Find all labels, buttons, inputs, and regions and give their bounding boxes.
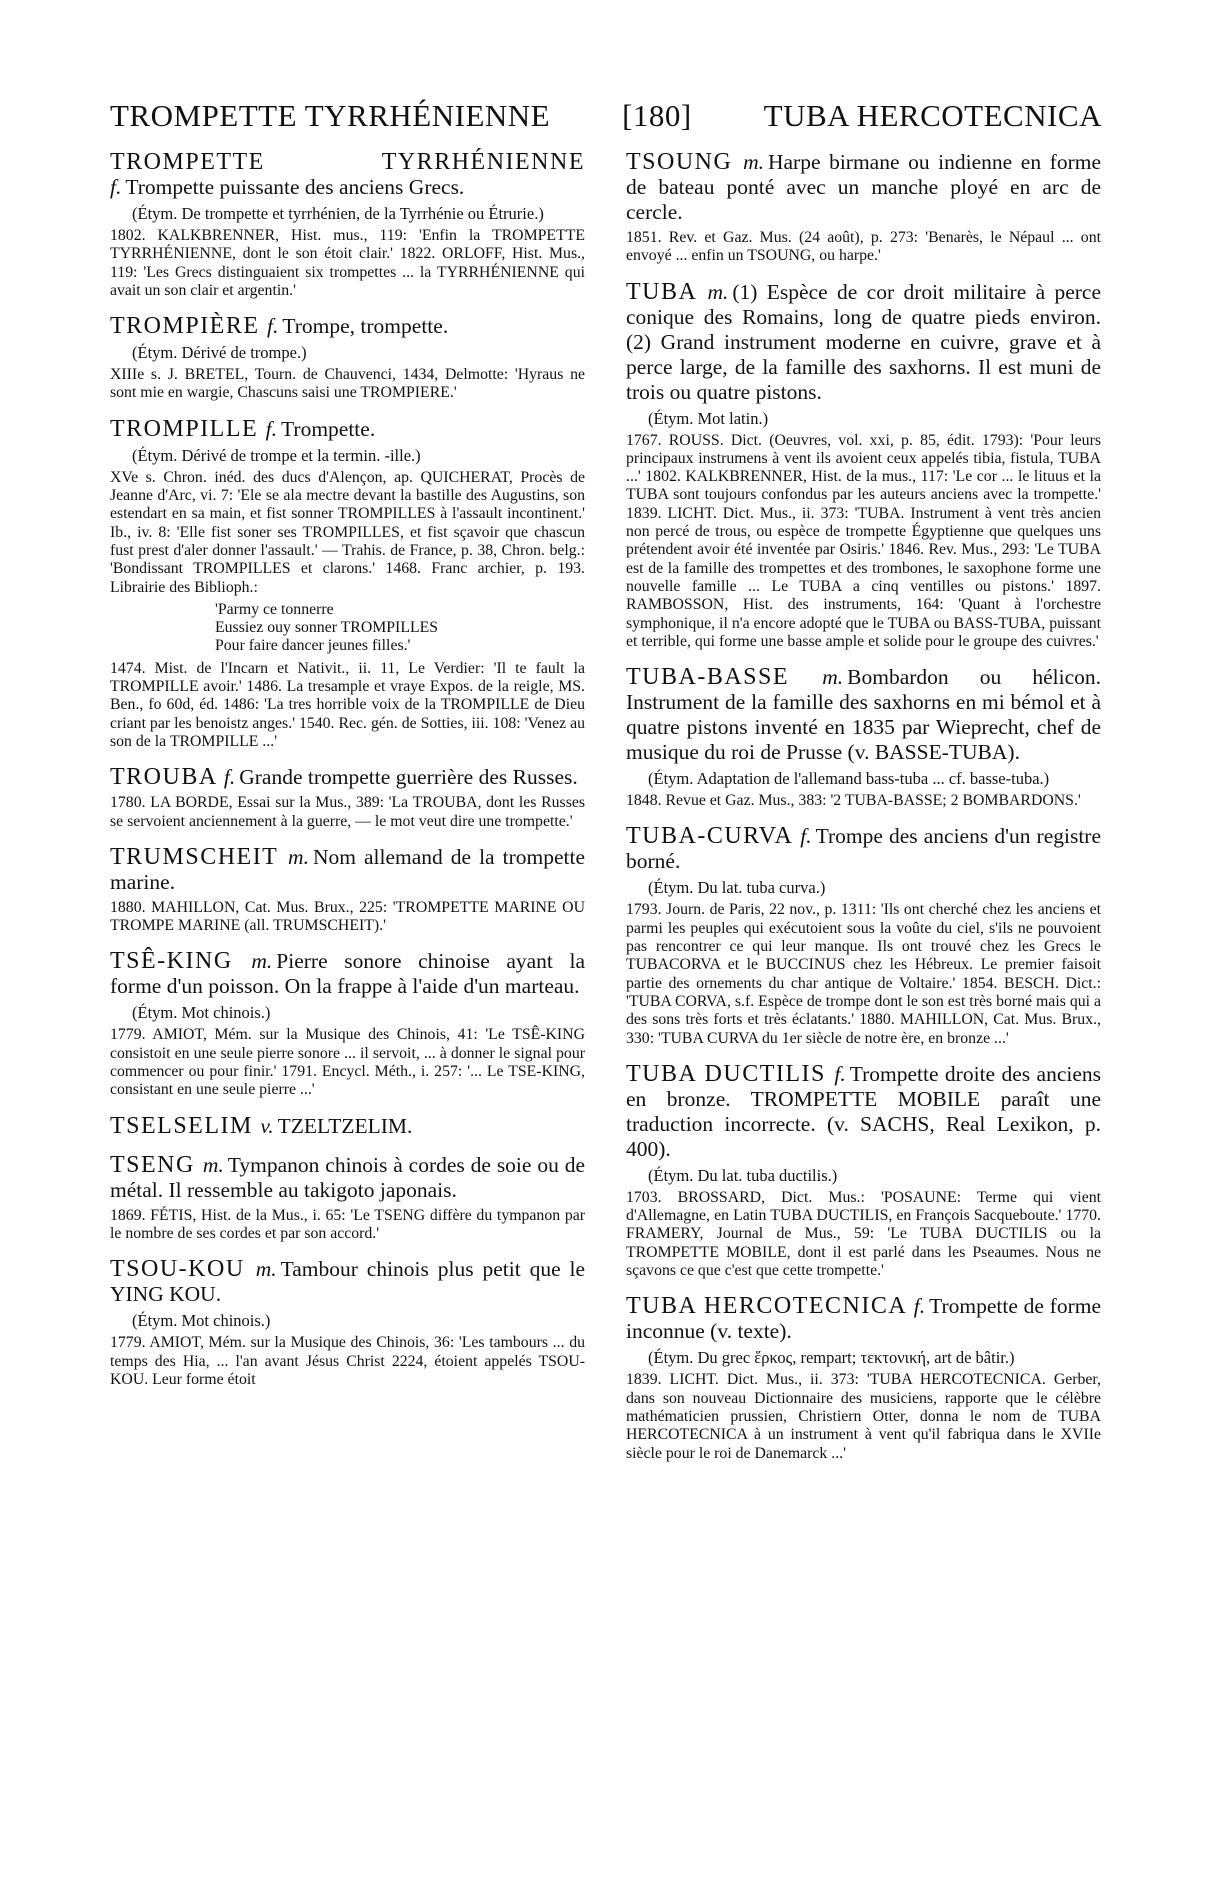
entry-tsoung [626,150,1101,266]
citation: 1802. KALKBRENNER, Hist. mus., 119: 'Enfin la TROMPETTE TYRRHÉNIENNE, dont le son étoit clair.' 1822. ORLOFF, Hist. Mus., 119: 'Les Grecs distinguaient six trompettes ... la TYRRHÉNIENNE qui avait un son clair et argentin.' [110,227,585,299]
definition: Harpe birmane ou indienne en forme de bateau ponté avec un manche ployé en arc de cercle. [626,150,1102,224]
entry-tuba [626,280,1101,652]
gender: f. [913,1294,926,1319]
gender: m. [822,665,844,690]
headword: TROUBA [110,764,217,791]
headword: TSOU-KOU [110,1256,245,1283]
gender: f. [834,1061,846,1086]
verse-line: Eussiez ouy sonner TROMPILLES [215,619,439,637]
citation: 1851. Rev. et Gaz. Mus. (24 août), p. 273: 'Benarès, le Népaul ... ont envoyé ... enfin un TSOUNG, ou harpe.' [626,229,1101,265]
headword: TUBA [626,278,697,305]
etymology: (Étym. Du lat. tuba curva.) [648,878,826,898]
headword: TSELSELIM [110,1112,253,1139]
etymology: (Étym. Mot chinois.) [132,1003,271,1023]
gender: m. [251,949,273,974]
gender: m. [255,1257,277,1282]
headword: TUBA HERCOTECNICA [626,1293,906,1320]
citation: 1474. Mist. de l'Incarn et Nativit., ii. 11, Le Verdier: 'Il te fault la TROMPILLE avoir.' 1486. La tresample et vraye Expos. de la reigle, MS. Ben., fo 60d, éd. 1486: 'La tres horrible voix de la TROMPILLE de Dieu criant par les benoistz anges.' 1540. Rec. gén. de Sotties, iii. 108: 'Venez au son de la TROMPILLE ...' [110,659,585,750]
etymology: (Étym. Du grec ἕρκος, rempart; τεκτονική, art de bâtir.) [648,1348,1015,1368]
entry-trumscheit [110,845,585,936]
gender: m. [707,279,729,304]
headword: TSÊ-KING [110,948,233,975]
gender: m. [743,150,764,174]
entry-trompiere [110,314,585,403]
headword: TRUMSCHEIT [110,843,278,870]
entry-tuba-curva [626,824,1101,1047]
gender: m. [288,844,309,869]
definition: Trompette. [281,416,376,441]
definition: Trompe des anciens d'un registre borné. [626,824,1102,874]
entry-tsou-kou [110,1257,585,1389]
gender: f. [223,765,236,790]
header-left: TROMPETTE TYRRHÉNIENNE [110,98,551,133]
citation: 1779. AMIOT, Mém. sur la Musique des Chinois, 36: 'Les tambours ... du temps des Hia, ... l'an avant Jésus Christ 2224, étoient appelés TSOU-KOU. Leur forme étoit [110,1334,585,1388]
gender: v. [260,1113,274,1138]
right-column [626,150,1101,1477]
citation: 1779. AMIOT, Mém. sur la Musique des Chinois, 41: 'Le TSÊ-KING consistoit en une seule pierre sonore ... il servoit, ... à donner le signal pour commencer ou pour finir.' 1791. Encycl. Méth., i. 257: '... Le TSE-KING, consistant en une seule pierre ...' [110,1026,585,1099]
etymology: (Étym. De trompette et tyrrhénien, de la Tyrrhénie ou Étrurie.) [132,204,544,223]
headword: TROMPILLE [110,415,259,442]
etymology: (Étym. Adaptation de l'allemand bass-tuba ... cf. basse-tuba.) [648,769,1050,789]
definition: Trompette droite des anciens en bronze. TROMPETTE MOBILE paraît une traduction incorrecte. (v. SACHS, Real Lexikon, p. 400). [626,1061,1102,1161]
definition: Trompe, trompette. [282,314,449,339]
definition: Tambour chinois plus petit que le YING KOU. [110,1257,586,1307]
etymology: (Étym. Mot latin.) [648,408,769,428]
gender: m. [202,1152,224,1177]
gender: f. [800,824,812,849]
citation: 1780. LA BORDE, Essai sur la Mus., 389: 'La TROUBA, dont les Russes se servoient anciennement à la guerre, — le mot veut dire une trompette.' [110,794,585,830]
running-header [110,98,1102,134]
entry-tse-king [110,949,585,1099]
entry-tseng [110,1153,585,1244]
citation: 1839. LICHT. Dict. Mus., ii. 373: 'TUBA HERCOTECNICA. Gerber, dans son nouveau Dictionnaire des musiciens, rapporte que le célèbre mathématicien prussien, Christiern Otter, donna le nom de TUBA HERCOTECNICA à un instrument à vent qu'il fabriqua dans le XVIIe siècle pour le roi de Danemarck ...' [626,1371,1101,1462]
definition: (1) Espèce de cor droit militaire à perce conique des Romains, long de quatre pieds environ. (2) Grand instrument moderne en cuivre, grave et à perce large, de la famille des saxhorns. Il est muni de trois ou quatre pistons. [626,279,1101,404]
verse-line: Pour faire dancer jeunes filles.' [215,637,411,655]
definition: Trompette de forme inconnue (v. texte). [626,1294,1102,1344]
citation: XVe s. Chron. inéd. des ducs d'Alençon, ap. QUICHERAT, Procès de Jeanne d'Arc, vi. 7: 'Ele se ala mectre devant la bastille des Augustins, son estendart en sa main, et fist sonner TROMPILLES à l'assault incontinent.' Ib., iv. 8: 'Elle fist soner ses TROMPILLES, et fist sçavoir que chascun fust prest d'aler donner l'assault.' — Trahis. de France, p. 38, Chron. belg.: 'Bondissant TROMPILLES et clarons.' 1468. Franc archier, p. 193. Librairie des Biblioph.: [110,468,585,596]
citation: 1848. Revue et Gaz. Mus., 383: '2 TUBA-BASSE; 2 BOMBARDONS.' [626,792,1081,810]
entry-trompille [110,417,585,751]
headword: TUBA-BASSE [626,664,790,691]
etymology: (Étym. Du lat. tuba ductilis.) [648,1165,838,1185]
definition: TZELTZELIM. [277,1113,413,1138]
headword: TUBA DUCTILIS [626,1060,826,1087]
definition: Bombardon ou hélicon. Instrument de la famille des saxhorns en mi bémol et à quatre pistons inventé en 1835 par Wieprecht, chef de musique du roi de Prusse (v. BASSE-TUBA). [626,665,1101,765]
citation: 1880. MAHILLON, Cat. Mus. Brux., 225: 'TROMPETTE MARINE OU TROMPE MARINE (all. TRUMSCHEIT).' [110,898,585,935]
citation: 1767. ROUSS. Dict. (Oeuvres, vol. xxi, p. 85, édit. 1793): 'Pour leurs principaux instrumens à vent ils avoient ceux appelés tibia, fistula, TUBA ...' 1802. KALKBRENNER, Hist. de la mus., 117: 'Le cor ... le lituus et la TUBA sont toujours confondus par les auteurs anciens avec la trompette.' 1839. LICHT. Dict. Mus., ii. 373: 'TUBA. Instrument à vent très ancien non percé de trous, ou espèce de trompette Égyptienne que quelques uns prétendent avoir été inventée par Osiris.' 1846. Rev. Mus., 293: 'Le TUBA est de la famille des trompettes et des trombones, le saxophone forme une nouvelle famille ... Le TUBA a cinq ventilles ou pistons.' 1897. RAMBOSSON, Hist. des instruments, 164: 'Quant à l'orchestre symphonique, il n'a encore adopté que le TUBA ou BASS-TUBA, puissant et terrible, qui forme une basse ample et solide pour le groupe des cuivres.' [626,431,1101,650]
page-number: [180] [622,98,692,133]
entry-trompette-tyrrhenienne [110,150,585,300]
citation: 1793. Journ. de Paris, 22 nov., p. 1311: 'Ils ont cherché chez les anciens et parmi les peuples qui exécutoient sous la voûte du ciel, s'ils ne pouvoient pas rencontrer ce qui leur manque. Ils ont trouvé chez les Grecs le TUBACORVA et le BUCCINUS chez les Hébreux. Le premier faisoit partie des ornements du char antique de Voltaire.' 1854. BESCH. Dict.: 'TUBA CORVA, s.f. Espèce de trompe dont le son est très borné mais qui a des sons très forts et très éclatants.' 1880. MAHILLON, Cat. Mus. Brux., 330: 'TUBA CURVA du 1er siècle de notre ère, en bronze ...' [626,901,1101,1047]
citation: 1703. BROSSARD, Dict. Mus.: 'POSAUNE: Terme qui vient d'Allemagne, en Latin TUBA DUCTILIS, en François Sacqueboute.' 1770. FRAMERY, Journal de Mus., 59: 'Le TUBA DUCTILIS ou la TROMPETTE MOBILE, dont il est parlé dans les Pseaumes. Nous ne sçavons ce que c'est que cette trompette.' [626,1188,1101,1280]
definition: Trompette puissante des anciens Grecs. [125,175,465,199]
citation: 1869. FÉTIS, Hist. de la Mus., i. 65: 'Le TSENG diffère du tympanon par le nombre de ses cordes et par son accord.' [110,1206,585,1242]
definition: Grande trompette guerrière des Russes. [239,765,578,790]
etymology: (Étym. Dérivé de trompe et la termin. -ille.) [132,445,421,465]
headword: TSOUNG [626,149,733,175]
headword: TROMPETTE TYRRHÉNIENNE [110,149,585,175]
entry-tuba-basse [626,665,1101,810]
left-column [110,150,585,1403]
gender: f. [267,314,279,339]
definition: Nom allemand de la trompette marine. [110,844,585,894]
entry-tuba-hercotecnica [626,1294,1101,1462]
gender: f. [110,175,122,199]
definition: Pierre sonore chinoise ayant la forme d'un poisson. On la frappe à l'aide d'un marteau. [110,949,585,999]
verse-quote [215,601,585,656]
header-right: TUBA HERCOTECNICA [763,98,1102,133]
headword: TROMPIÈRE [110,313,260,340]
headword: TSENG [110,1151,195,1178]
citation: XIIIe s. J. BRETEL, Tourn. de Chauvenci, 1434, Delmotte: 'Hyraus ne sont mie en wargie, Chascuns saisi une TROMPIERE.' [110,366,585,402]
gender: f. [265,416,278,441]
entry-tselselim [110,1114,585,1139]
etymology: (Étym. Dérivé de trompe.) [132,343,307,363]
verse-line: 'Parmy ce tonnerre [215,600,334,618]
headword: TUBA-CURVA [626,823,792,850]
entry-tuba-ductilis [626,1062,1101,1280]
etymology: (Étym. Mot chinois.) [132,1311,271,1331]
entry-trouba [110,765,585,831]
definition: Tympanon chinois à cordes de soie ou de métal. Il ressemble au takigoto japonais. [110,1152,585,1202]
